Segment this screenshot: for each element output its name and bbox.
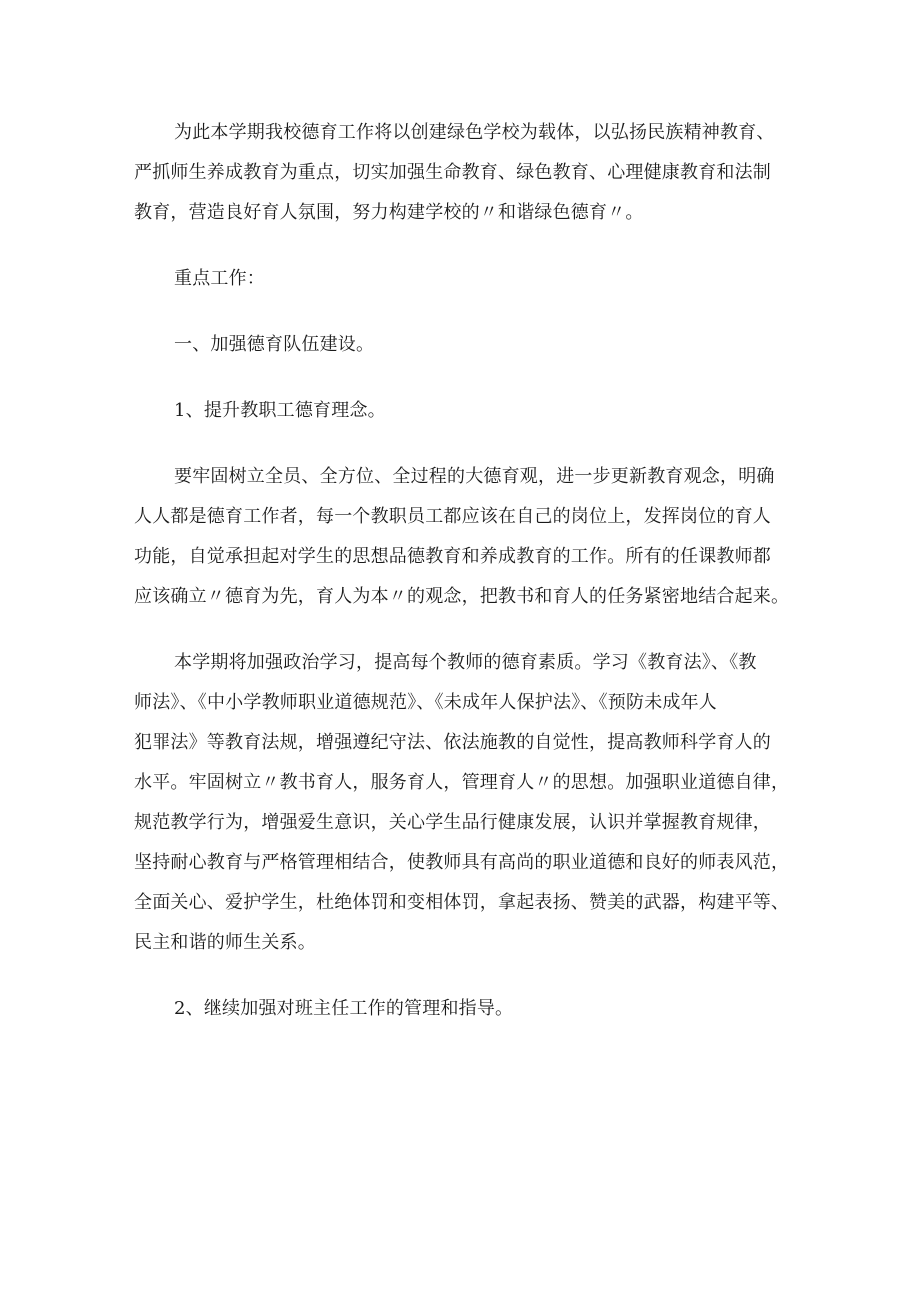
document-body xyxy=(134,113,806,1029)
text-line: 一、加强德育队伍建设。 xyxy=(174,334,375,355)
subsection-heading-2 xyxy=(134,989,806,1029)
text-line: 要牢固树立全员、全方位、全过程的大德育观，进一步更新教育观念，明确 xyxy=(174,466,775,487)
text-line: 功能，自觉承担起对学生的思想品德教育和养成教育的工作。所有的任课教师都 xyxy=(134,546,771,567)
subsection-heading-1 xyxy=(134,391,806,431)
text-line: 2、继续加强对班主任工作的管理和指导。 xyxy=(174,998,514,1019)
text-line: 规范教学行为，增强爱生意识，关心学生品行健康发展，认识并掌握教育规律， xyxy=(134,812,771,833)
text-line: 师法》、《中小学教师职业道德规范》、《未成年人保护法》、《预防未成年人 xyxy=(134,692,717,713)
heading-key-work xyxy=(134,259,806,299)
text-line: 为此本学期我校德育工作将以创建绿色学校为载体，以弘扬民族精神教育、 xyxy=(174,122,775,143)
paragraph-concept xyxy=(134,457,806,617)
paragraph-intro xyxy=(134,113,806,233)
text-line: 水平。牢固树立〃教书育人，服务育人，管理育人〃的思想。加强职业道德自律， xyxy=(134,772,790,793)
text-line: 应该确立〃德育为先，育人为本〃的观念，把教书和育人的任务紧密地结合起来。 xyxy=(134,586,790,607)
text-line: 民主和谐的师生关系。 xyxy=(134,932,316,953)
text-line: 教育，营造良好育人氛围，努力构建学校的〃和谐绿色德育〃。 xyxy=(134,202,644,223)
text-line: 犯罪法》等教育法规，增强遵纪守法、依法施教的自觉性，提高教师科学育人的 xyxy=(134,732,771,753)
text-line: 人人都是德育工作者，每一个教职员工都应该在自己的岗位上，发挥岗位的育人 xyxy=(134,506,771,527)
text-line: 重点工作： xyxy=(174,268,265,289)
text-line: 本学期将加强政治学习，提高每个教师的德育素质。学习《教育法》、《教 xyxy=(174,652,757,673)
text-line: 全面关心、爱护学生，杜绝体罚和变相体罚，拿起表扬、赞美的武器，构建平等、 xyxy=(134,892,790,913)
text-line: 严抓师生养成教育为重点，切实加强生命教育、绿色教育、心理健康教育和法制 xyxy=(134,162,771,183)
paragraph-study xyxy=(134,643,806,963)
text-line: 1、提升教职工德育理念。 xyxy=(174,400,386,421)
text-line: 坚持耐心教育与严格管理相结合，使教师具有高尚的职业道德和良好的师表风范， xyxy=(134,852,790,873)
section-heading-1 xyxy=(134,325,806,365)
